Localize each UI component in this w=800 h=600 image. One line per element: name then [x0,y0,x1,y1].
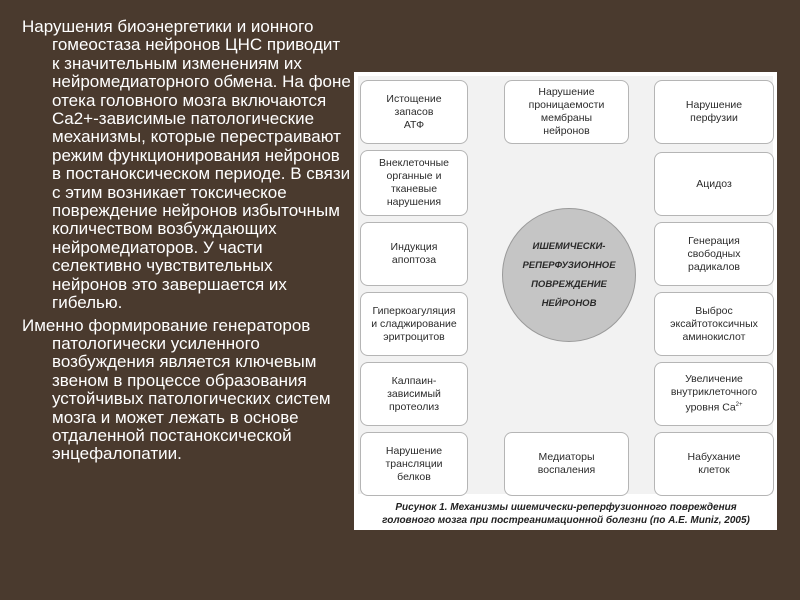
box-hypercoagulation: Гиперкоагуляция и сладжирование эритроцитов [360,292,468,356]
box-inflammation-mediators: Медиаторы воспаления [504,432,629,496]
box-acidosis: Ацидоз [654,152,774,216]
box-extracellular-disorders: Внеклеточные органные и тканевые нарушения [360,150,468,216]
figure-caption: Рисунок 1. Механизмы ишемически-реперфузионного повреждения головного мозга при постреанимационной болезни (по A.E. Muniz, 2005) [382,502,750,526]
paragraph-1: Нарушения биоэнергетики и ионного гомеостаза нейронов ЦНС приводит к значительным изменениям их нейромедиаторного обмена. На фоне отека головного мозга включаются Ca2+-зависимые патологические механизмы, которые перестраивают режим функционирования нейронов в постаноксическом периоде. В связи с этим возникает токсическое повреждение нейронов избыточным количеством возбуждающих нейромедиаторов. У части селективно чувствительных нейронов это завершается их гибелью. [22,17,351,313]
text-column [22,18,352,468]
paragraph-2: Именно формирование генераторов патологически усиленного возбуждения является ключевым звеном в процессе образования устойчивых патологических систем мозга и может лежать в основе отдаленной постаноксической энцефалопатии. [22,315,331,464]
box-free-radicals: Генерация свободных радикалов [654,222,774,286]
box-membrane-permeability: Нарушение проницаемости мембраны нейронов [504,80,629,144]
box-cell-swelling: Набухание клеток [654,432,774,496]
box-perfusion: Нарушение перфузии [654,80,774,144]
box-protein-translation: Нарушение трансляции белков [360,432,468,496]
box-excitotoxic-amino-acids: Выброс эксайтотоксичных аминокислот [654,292,774,356]
diagram-figure [354,72,777,530]
box-intracellular-calcium: Увеличение внутриклеточного уровня $Ca^{2+}$ [654,362,774,426]
box-apoptosis: Индукция апоптоза [360,222,468,286]
center-circle: ИШЕМИЧЕСКИ- РЕПЕРФУЗИОННОЕ ПОВРЕЖДЕНИЕ НЕЙРОНОВ [502,208,636,342]
box-atp-depletion: Истощение запасов АТФ [360,80,468,144]
box-calpain-proteolysis: Калпаин- зависимый протеолиз [360,362,468,426]
